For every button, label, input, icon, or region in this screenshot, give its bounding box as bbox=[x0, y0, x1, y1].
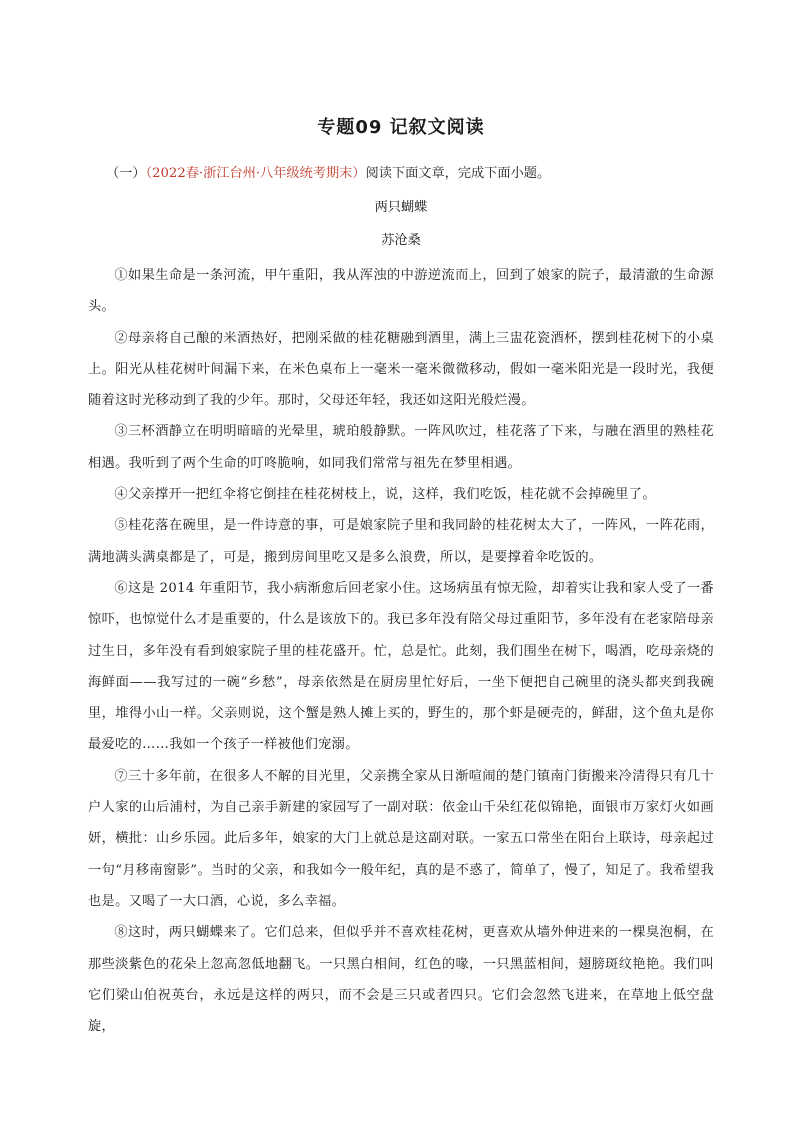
paragraph-5: ⑤桂花落在碗里，是一件诗意的事，可是娘家院子里和我同龄的桂花树太大了，一阵风，一阵花雨，满地满头满桌都是了，可是，搬到房间里吃又是多么浪费，所以，是要撑着伞吃饭的。 bbox=[88, 518, 714, 565]
story-title: 两只蝴蝶 bbox=[374, 200, 428, 215]
paragraph-3: ③三杯酒静立在明明暗暗的光晕里，琥珀般静默。一阵风吹过，桂花落了下来，与融在酒里的熟桂花相遇。我听到了两个生命的叮咚脆响，如同我们常常与祖先在梦里相遇。 bbox=[88, 424, 714, 471]
story-author: 苏沧桑 bbox=[381, 233, 421, 248]
paragraph-6: ⑥这是 2014 年重阳节，我小病渐愈后回老家小住。这场病虽有惊无险，却着实让我和家人受了一番惊吓，也惊觉什么才是重要的，什么是该放下的。我已多年没有陪父母过重阳节，多年没有在老家陪母亲过生日，多年没有看到娘家院子里的桂花盛开。忙，总是忙。此刻，我们围坐在树下，喝酒，吃母亲烧的海鲜面——我写过的一碗“乡愁”，母亲依然是在厨房里忙好后，一坐下便把自己碗里的浇头都夹到我碗里，堆得小山一样。父亲则说，这个蟹是熟人摊上买的，野生的，那个虾是硬壳的，鲜甜，这个鱼丸是你最爱吃的……我如一个孩子一样被他们宠溺。 bbox=[88, 580, 714, 753]
intro-source: （2022春·浙江台州·八年级统考期末） bbox=[145, 166, 366, 181]
paragraph-4: ④父亲撑开一把红伞将它倒挂在桂花树枝上，说，这样，我们吃饭，桂花就不会掉碗里了。 bbox=[114, 487, 656, 503]
paragraph-2: ②母亲将自己酿的米酒热好，把刚采做的桂花糖融到酒里，满上三盅花瓷酒杯，摆到桂花树下的小桌上。阳光从桂花树叶间漏下来，在米色桌布上一毫米一毫米微微移动，假如一毫米阳光是一段时光，我便随着这时光移动到了我的少年。那时，父母还年轻，我还如这阳光般烂漫。 bbox=[88, 330, 714, 409]
page-title: 专题09 记叙文阅读 bbox=[317, 117, 485, 138]
paragraph-1: ①如果生命是一条河流，甲午重阳，我从浑浊的中游逆流而上，回到了娘家的院子，最清澈的生命源头。 bbox=[88, 268, 714, 315]
story-body bbox=[88, 260, 714, 1042]
intro-text: 阅读下面文章，完成下面小题。 bbox=[365, 166, 551, 181]
paragraph-8: ⑧这时，两只蝴蝶来了。它们总来，但似乎并不喜欢桂花树，更喜欢从墙外伸进来的一棵臭泡桐，在那些淡紫色的花朵上忽高忽低地翻飞。一只黑白相间，红色的喙，一只黑蓝相间，翅膀斑纹艳艳。我们叫它们梁山伯祝英台，永远是这样的两只，而不会是三只或者四只。它们会忽然飞进来，在草地上低空盘旋， bbox=[88, 925, 714, 1035]
paragraph-7: ⑦三十多年前，在很多人不解的目光里，父亲携全家从日渐喧闹的楚门镇南门街搬来冷清得只有几十户人家的山后浦村，为自己亲手新建的家园写了一副对联：依金山千朵红花似锦艳，面银市万家灯火如画妍，横批：山乡乐园。此后多年，娘家的大门上就总是这副对联。一家五口常坐在阳台上联诗，母亲起过一句“月移南窗影”。当时的父亲，和我如今一般年纪，真的是不惑了，简单了，慢了，知足了。我希望我也是。又喝了一大口酒，心说，多么幸福。 bbox=[88, 768, 714, 909]
intro-prefix: （一） bbox=[106, 166, 146, 181]
question-intro bbox=[106, 164, 714, 184]
